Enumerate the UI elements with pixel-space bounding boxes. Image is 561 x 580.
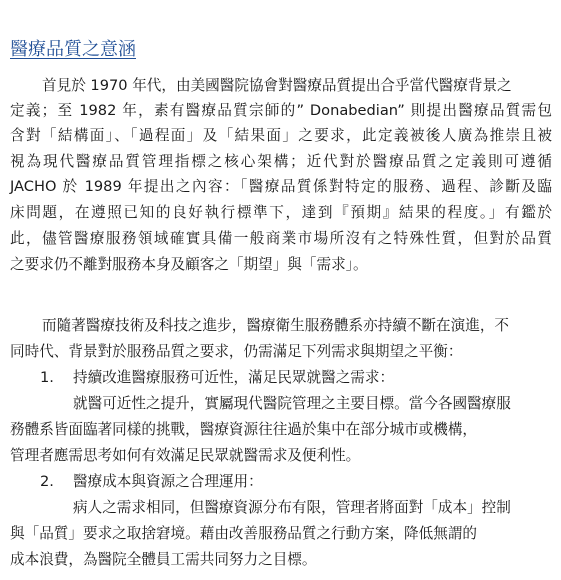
paragraph-1-line-5: JACHO 於 1989 年提出之內容：「醫療品質係對特定的服務、過程、診斷及臨 [10,178,552,195]
paragraph-1-line-8: 之要求仍不離對服務本身及顧客之「期望」與「需求」。 [10,256,368,273]
paragraph-1-line-6: 床問題，在遵照已知的良好執行標準下，達到『預期』結果的程度。」有鑑於 [10,204,552,221]
paragraph-1-line-2: 定義；至 1982 年，素有醫療品質宗師的” Donabedian” 則提出醫療品質需包 [10,102,552,119]
list-item-2-line-2: 與「品質」要求之取捨窘境。藉由改善服務品質之行動方案，降低無謂的 [10,525,478,542]
paragraph-2-line-1: 而隨著醫療技術及科技之進步，醫療衛生服務體系亦持續不斷在演進，不 [42,317,510,334]
list-item-2-number: 2. [40,473,54,490]
list-item-1-heading: 持續改進醫療服務可近性，滿足民眾就醫之需求： [73,369,395,386]
list-item-2-heading: 醫療成本與資源之合理運用： [73,473,263,490]
list-item-1-line-2: 務體系皆面臨著同樣的挑戰，醫療資源往往過於集中在部分城市或機構， [10,421,478,438]
list-item-1-line-1: 就醫可近性之提升，實屬現代醫院管理之主要目標。當今各國醫療服 [73,395,511,412]
list-item-1-number: 1. [40,369,54,386]
list-item-2-line-1: 病人之需求相同，但醫療資源分布有限，管理者將面對「成本」控制 [73,499,511,516]
section-title: 醫療品質之意涵 [10,39,136,60]
list-item-2-line-3: 成本浪費，為醫院全體員工需共同努力之目標。 [10,551,317,568]
paragraph-1-line-4: 視為現代醫療品質管理指標之核心架構；近代對於醫療品質之定義則可遵循 [10,153,552,170]
paragraph-1-line-7: 此，儘管醫療服務領域確實具備一般商業市場所沒有之特殊性質，但對於品質 [10,230,552,247]
paragraph-1-line-1: 首見於 1970 年代，由美國醫院協會對醫療品質提出合乎當代醫療背景之 [42,77,512,94]
paragraph-2-line-2: 同時代、背景對於服務品質之要求，仍需滿足下列需求與期望之平衡： [10,343,463,360]
list-item-1-line-3: 管理者應需思考如何有效滿足民眾就醫需求及便利性。 [10,447,361,464]
paragraph-1-line-3: 含對「結構面」、「過程面」及「結果面」之要求，此定義被後人廣為推崇且被 [10,127,552,144]
